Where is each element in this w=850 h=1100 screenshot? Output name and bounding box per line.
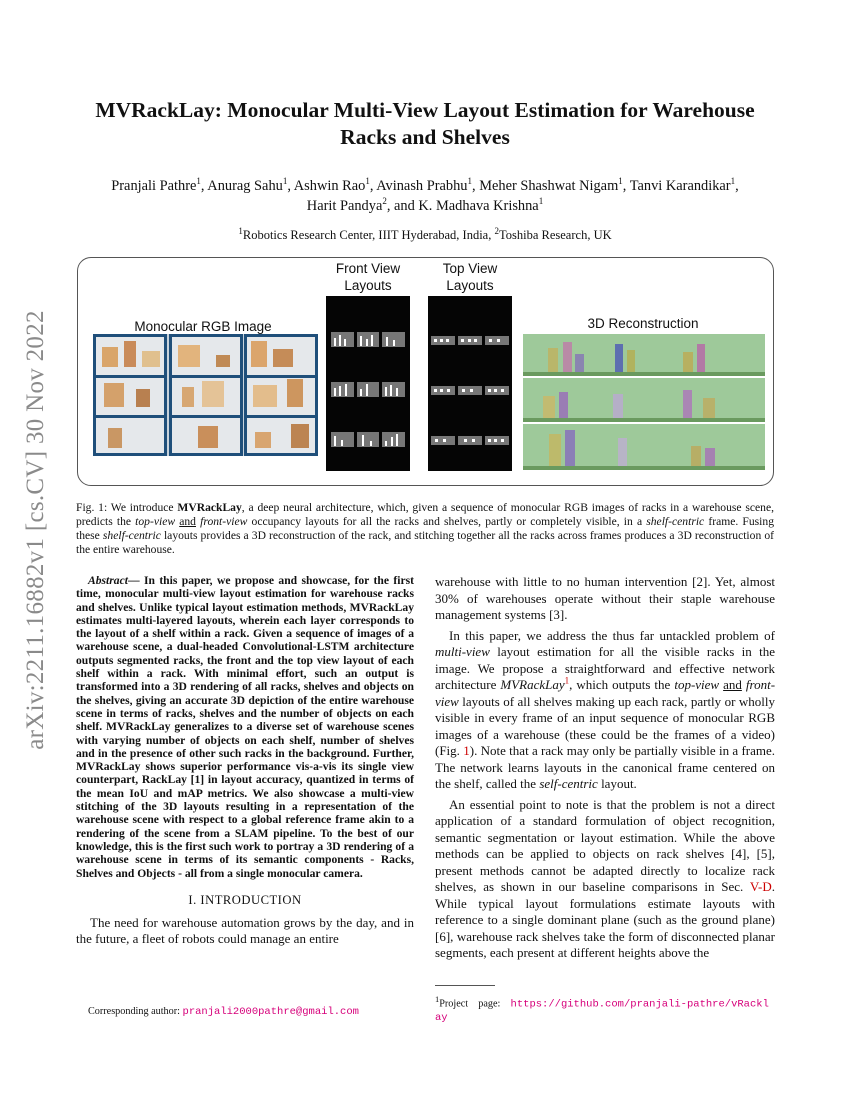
caption-shelf-centric: shelf-centric	[102, 529, 161, 543]
project-url-link[interactable]: https://github.com/pranjali-pathre/vRacklay	[435, 998, 769, 1025]
arxiv-identifier	[16, 290, 56, 770]
left-column	[76, 574, 414, 948]
author-line-1: Pranjali Pathre$^1$, Anurag Sahu$^1$, Ashwin Rao$^1$, Avinash Prabhu$^1$, Meher Shashwat Nigam$^1$, Tanvi Karandikar$^1$,	[111, 176, 739, 194]
affiliations	[60, 225, 790, 243]
corresponding-label: Corresponding author:	[88, 1006, 183, 1017]
author-name: Avinash Prabhu	[376, 178, 468, 194]
caption-top-view: top-view	[135, 515, 176, 529]
project-label: Project page:	[439, 998, 511, 1010]
author-line-2: Harit Pandya$^2$, and K. Madhava Krishna$^1$	[306, 196, 544, 214]
author-name: Tanvi Karandikar	[629, 178, 731, 194]
intro-paragraph: The need for warehouse automation grows by the day, and in the future, a fleet of robots could manage an entire	[76, 914, 414, 947]
section-heading-introduction: I. INTRODUCTION	[188, 892, 302, 907]
paper-title: MVRackLay: Monocular Multi-View Layout Estimation for Warehouse Racks and Shelves	[95, 98, 755, 149]
front-view-label: Front View Layouts	[335, 261, 401, 293]
rack-photo-3	[244, 334, 318, 456]
right-column	[435, 574, 775, 962]
author-name: Meher Shashwat Nigam	[479, 178, 619, 194]
affil-num-2: 2	[494, 225, 499, 236]
caption-front-view: front-view	[200, 515, 248, 529]
abstract-text: In this paper, we propose and showcase, for the first time, monocular multi-view layout estimation for warehouse racks and shelves. Unlike typical layout estimation methods, MVRackLay estimates multi-layered layouts, wherein each layer corresponds to the layout of a shelf within a rack. Given a sequence of images of a warehouse scene, a dual-headed Convolutional-LSTM architecture outputs segmented racks, the front and the top view layout of each shelf within a rack. With minimal effort, such an output is transformed into a 3D rendering of all racks, shelves and objects on the shelves, giving an accurate 3D depiction of the entire warehouse scene in terms of racks, shelves and the number of objects on each shelf. MVRackLay generalizes to a diverse set of warehouse scenes with varying number of objects on each shelf, number of shelves and in the presence of other such racks in the background. Further, MVRackLay shows superior performance vis-a-vis its single view counterpart, RackLay [1] in layout accuracy, quantized in terms of the mean IoU and mAP metrics. We also showcase a multi-view stitching of the 3D layouts resulting in a representation of the warehouse scene with respect to a global reference frame akin to a rendering of the scene from a SLAM pipeline. To the best of our knowledge, this is the first such work to portray a 3D rendering of a warehouse scene in terms of its semantic components - Racks, Shelves and Objects - all from a single monocular camera.	[76, 574, 414, 880]
top-layout-row	[431, 436, 509, 445]
body-paragraph: In this paper, we address the thus far untackled problem of multi-view layout estimation for all the visible racks in the image. We propose a straightforward and effective network architecture MVRackLay$^1$, which outputs the top-view and front-view layouts of all shelves making up each rack, partly or wholly visible in every frame of an input sequence of monocular RGB images of a warehouse (these could be the frames of a video) (Fig. 1). Note that a rack may only be partially visible in a frame. The network learns layouts in the canonical frame centered on the shelf, called the self-centric layout.	[435, 627, 776, 791]
caption-text: frame. Fusing these	[76, 515, 774, 543]
abstract	[76, 574, 414, 880]
author-affiliation-mark: 1	[282, 176, 288, 187]
caption-shelf-centric: shelf-centric	[646, 515, 705, 529]
project-page-footnote	[435, 993, 775, 1025]
front-layout-row	[331, 332, 405, 347]
caption-text: layouts provides a 3D reconstruction of the rack, and stitching together all the racks across frames produces a 3D reconstruction of the entire warehouse.	[76, 529, 774, 557]
rack-photo-2	[169, 334, 243, 456]
figure-ref-link[interactable]: 1	[463, 743, 470, 758]
affil-text-2: Toshiba Research, UK	[498, 228, 612, 242]
3d-reconstruction	[523, 334, 765, 470]
author-name: Pranjali Pathre	[111, 178, 197, 194]
rgb-image	[93, 334, 318, 456]
abstract-dash: —	[127, 574, 144, 587]
author-list	[60, 176, 790, 216]
email-link[interactable]: pranjali2000pathre@gmail.com	[182, 1006, 359, 1018]
rack-photo-1	[93, 334, 167, 456]
body-paragraph: warehouse with little to no human intervention [2]. Yet, almost 30% of warehouses operate without their staple warehouse management systems [3].	[435, 574, 775, 622]
author-name: Ashwin Rao	[293, 178, 366, 194]
section-ref-link[interactable]: V-D	[749, 879, 772, 894]
top-view-layouts	[428, 296, 512, 471]
front-view-layouts	[326, 296, 410, 471]
author-affiliation-mark: 1	[730, 176, 736, 187]
author-affiliation-mark: 1	[196, 176, 201, 187]
author-affiliation-mark: 1	[467, 176, 472, 187]
corresponding-author-note	[88, 1006, 359, 1018]
caption-text: , a deep neural architecture, which, given a sequence of monocular RGB images of racks in a warehouse scene, predicts the	[76, 501, 774, 529]
top-layout-row	[431, 336, 509, 345]
caption-model-name: MVRackLay	[177, 501, 242, 514]
body-paragraph: An essential point to note is that the problem is not a direct application of a standard formulation of object recognition, semantic segmentation or layout estimation. While the above methods can be applied to objects on rack shelves [4], [5], present methods cannot be adapted directly to localize rack shelves, as shown in our baseline comparisons in Sec. V-D. While typical layout formulations estimate layouts with reference to a single dominant plane (such as the ground plane) [6], warehouse rack shelves take the form of disconnected planar segments, each present at different heights above the	[435, 796, 775, 960]
caption-text: occupancy layouts for all the racks and shelves, partly or completely visible, in a	[247, 515, 647, 529]
rgb-image-label: Monocular RGB Image	[134, 319, 272, 334]
affil-text-1: Robotics Research Center, IIIT Hyderabad, India,	[242, 228, 495, 242]
footnote-ref-link[interactable]: 1	[564, 675, 570, 686]
abstract-label: Abstract	[88, 574, 128, 587]
caption-prefix: Fig. 1: We introduce	[76, 501, 178, 514]
author-affiliation-mark: 1	[618, 176, 623, 187]
caption-and: and	[179, 515, 196, 529]
figure-caption	[76, 501, 774, 557]
reconstruction-label: 3D Reconstruction	[587, 316, 699, 331]
author-affiliation-mark: 2	[382, 196, 387, 207]
author-name: K. Madhava Krishna	[418, 198, 539, 214]
top-view-label: Top View Layouts	[442, 261, 498, 293]
author-name: Anurag Sahu	[207, 178, 283, 194]
top-layout-row	[431, 386, 509, 395]
figure-1	[77, 257, 774, 486]
front-layout-row	[331, 432, 405, 447]
footnote-rule	[435, 985, 495, 986]
front-layout-row	[331, 382, 405, 397]
affil-num-1: 1	[238, 225, 243, 236]
author-affiliation-mark: 1	[538, 196, 544, 207]
arxiv-id-text: arXiv:2211.16882v1 [cs.CV] 30 Nov 2022	[22, 310, 50, 750]
author-affiliation-mark: 1	[365, 176, 370, 187]
footnote-number: 1	[435, 994, 440, 1004]
author-name: Harit Pandya	[306, 198, 383, 214]
